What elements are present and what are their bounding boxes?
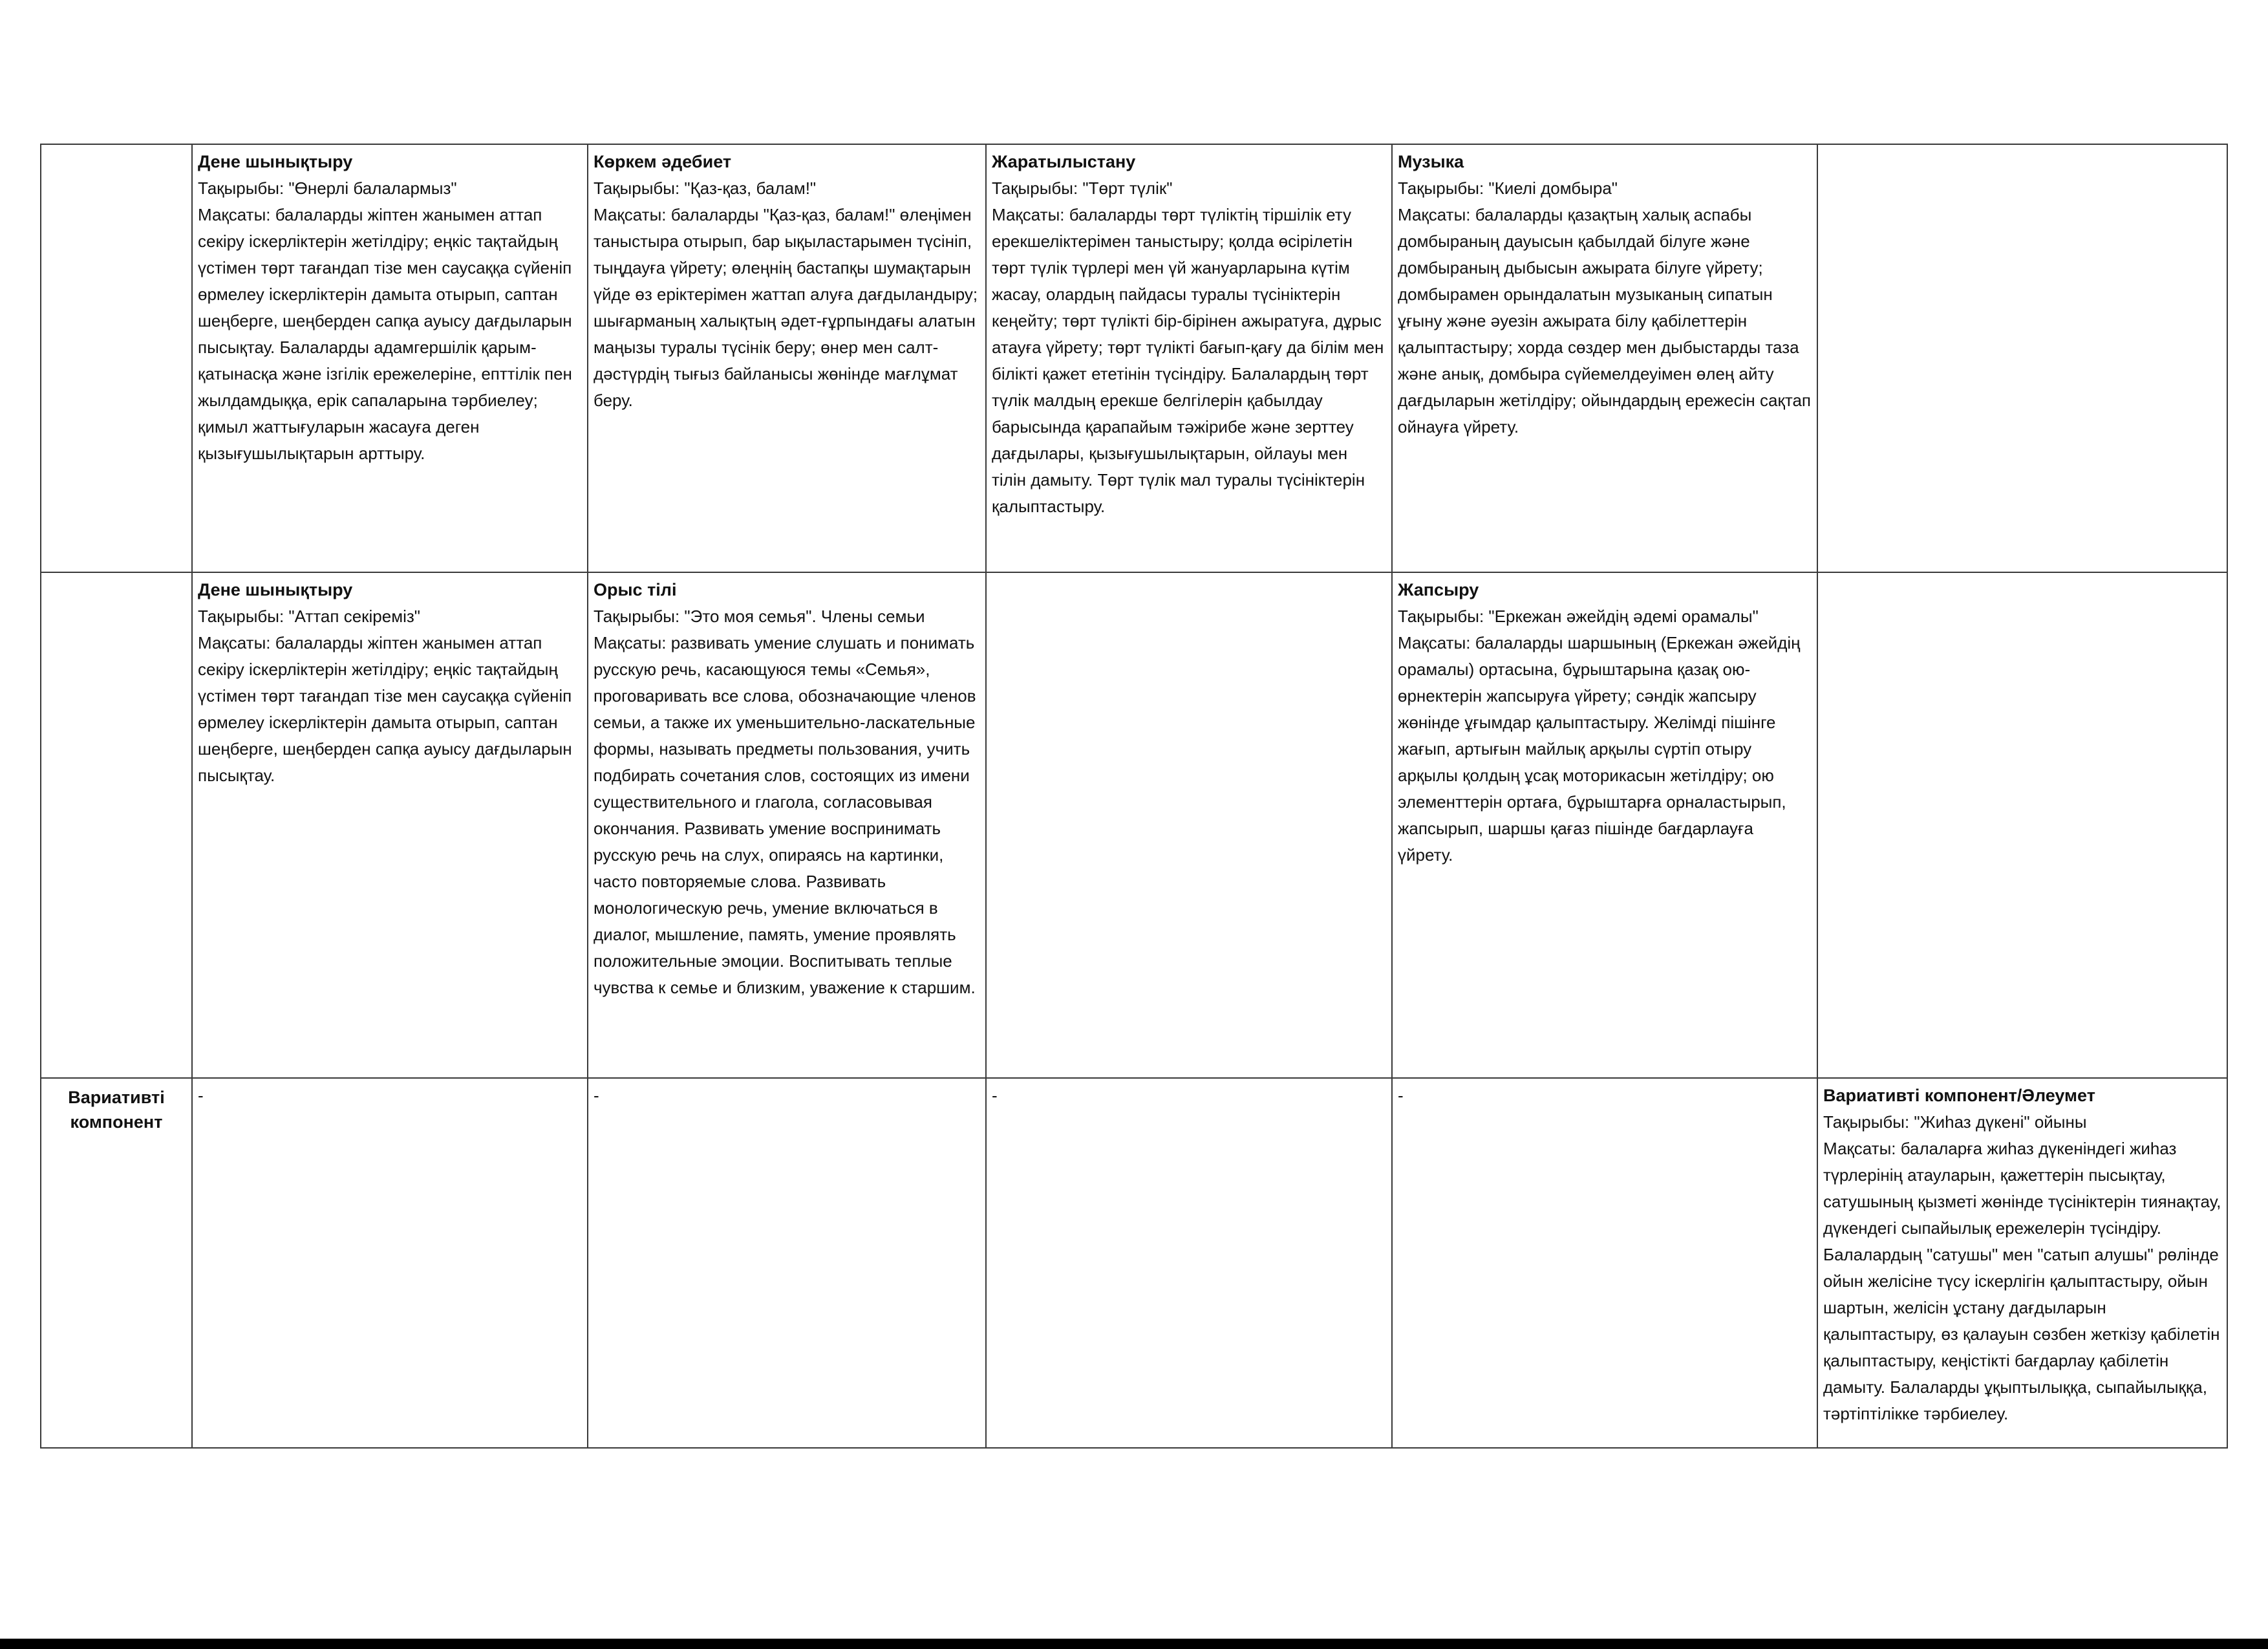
lesson-cell bbox=[192, 572, 588, 1078]
lesson-objective: - bbox=[198, 1086, 204, 1105]
lesson-topic: Тақырыбы: "Киелі домбыра" bbox=[1398, 178, 1618, 198]
lesson-topic: Тақырыбы: "Өнерлі балалармыз" bbox=[198, 178, 457, 198]
lesson-cell bbox=[1392, 1078, 1817, 1448]
row-label: Вариативті компонент bbox=[68, 1088, 165, 1132]
row-label-cell bbox=[41, 572, 192, 1078]
lesson-objective: Мақсаты: балаларды төрт түліктің тіршілік ету ерекшеліктерімен таныстыру; қолда өсірілетін төрт түлік түрлері мен үй жануарларына күтім жасау, олардың пайдасы туралы түсініктерін кеңейту; төрт түлікті бір-бірінен ажыратуға, дұрыс атауға үйрету; төрт түлікті бағып-қағу да білім мен білікті қажет ететінін түсіндіру. Балалардың төрт түлік малдың ерекше белгілерін қабылдау барысында қарапайым тәжірибе және зерттеу дағдылары, қызығушылықтарын, ойлауы мен тілін дамыту. Төрт түлік мал туралы түсініктерін қалыптастыру. bbox=[992, 205, 1384, 516]
lesson-title: Орыс тілі bbox=[594, 580, 677, 599]
lesson-objective: - bbox=[992, 1086, 998, 1105]
lesson-cell bbox=[192, 144, 588, 572]
lesson-objective: Мақсаты: развивать умение слушать и понимать русскую речь, касающуюся темы «Семья», проговаривать все слова, обозначающие членов семьи, а также их уменьшительно-ласкательные формы, называть предметы пользования, учить подбирать сочетания слов, состоящих из имени существительного и глагола, согласовывая окончания. Развивать умение воспринимать русскую речь на слух, опираясь на картинки, часто повторяемые слова. Развивать монологическую речь, умение включаться в диалог, мышление, память, умение проявлять положительные эмоции. Воспитывать теплые чувства к семье и близким, уважение к старшим. bbox=[594, 633, 976, 997]
lesson-objective: - bbox=[594, 1086, 599, 1105]
scan-bottom-edge bbox=[0, 1639, 2268, 1649]
lesson-title: Музыка bbox=[1398, 152, 1464, 171]
lesson-cell bbox=[588, 572, 986, 1078]
lesson-objective: Мақсаты: балаларды жіптен жанымен аттап секіру іскерліктерін жетілдіру; еңкіс тақтайдың үстімен төрт тағандап тізе мен саусаққа сүйеніп өрмелеу іскерліктерін дамыта отырып, саптан шеңберге, шеңберден сапқа ауысу дағдыларын пысықтау. Балаларды адамгершілік қарым-қатынасқа және ізгілік ережелеріне, епттілік пен жылдамдыққа, ерік сапаларына тәрбиелеу; қимыл жаттығуларын жасауға деген қызығушылықтарын арттыру. bbox=[198, 205, 572, 463]
lesson-title: Дене шынықтыру bbox=[198, 580, 353, 599]
lesson-objective: Мақсаты: балаларды жіптен жанымен аттап секіру іскерліктерін жетілдіру; еңкіс тақтайдың үстімен төрт тағандап тізе мен саусаққа сүйеніп өрмелеу іскерліктерін дамыта отырып, саптан шеңберге, шеңберден сапқа ауысу дағдыларын пысықтау. bbox=[198, 633, 572, 785]
lesson-title: Дене шынықтыру bbox=[198, 152, 353, 171]
lesson-topic: Тақырыбы: "Төрт түлік" bbox=[992, 178, 1173, 198]
lesson-cell bbox=[192, 1078, 588, 1448]
lesson-objective: Мақсаты: балаларды қазақтың халық аспабы домбыраның дауысын қабылдай білуге және домбыраның дыбысын ажырата білуге үйрету; домбырамен орындалатын музыканың сипатын ұғыну және әуезін ажырата білу қабілеттерін қалыптастыру; хорда сөздер мен дыбыстарды таза және анық, домбыра сүйемелдеуімен өлең айту дағдыларын жетілдіру; ойындардың ережесін сақтап ойнауға үйрету. bbox=[1398, 205, 1811, 436]
lesson-cell bbox=[1817, 1078, 2227, 1448]
lesson-cell bbox=[1392, 144, 1817, 572]
lesson-cell bbox=[986, 572, 1392, 1078]
lesson-cell bbox=[588, 144, 986, 572]
lesson-objective: - bbox=[1398, 1086, 1404, 1105]
table-row bbox=[41, 572, 2227, 1078]
table-row bbox=[41, 1078, 2227, 1448]
lesson-plan-table bbox=[40, 144, 2228, 1449]
lesson-objective: Мақсаты: балаларға жиһаз дүкеніндегі жиһаз түрлерінің атауларын, қажеттерін пысықтау, сатушының қызметі жөнінде түсініктерін тиянақтау, дүкендегі сыпайылық ережелерін түсіндіру. Балалардың "сатушы" мен "сатып алушы" рөлінде ойын желісіне түсу іскерлігін қалыптастыру, ойын шартын, желісін ұстану дағдыларын қалыптастыру, өз қалауын сөзбен жеткізу қабілетін қалыптастыру, кеңістікті бағдарлау қабілетін дамыту. Балаларды ұқыптылыққа, сыпайылыққа, тәртіптілікке тәрбиелеу. bbox=[1823, 1139, 2221, 1423]
lesson-topic: Тақырыбы: "Аттап секіреміз" bbox=[198, 607, 421, 626]
lesson-cell bbox=[986, 1078, 1392, 1448]
lesson-objective: Мақсаты: балаларды "Қаз-қаз, балам!" өлеңімен таныстыра отырып, бар ықыластарымен түсініп, тыңдауға үйрету; өлеңнің бастапқы шумақтарын үйде өз еріктерімен жаттап алуға дағдыландыру; шығарманың халықтың әдет-ғұрпындағы алатын маңызы туралы түсінік беру; өнер мен салт-дәстүрдің тығыз байланысы жөнінде мағлұмат беру. bbox=[594, 205, 978, 410]
row-label bbox=[47, 149, 186, 151]
lesson-cell bbox=[1817, 572, 2227, 1078]
lesson-objective: Мақсаты: балаларды шаршының (Еркежан әжейдің орамалы) ортасына, бұрыштарына қазақ ою-өрнектерін жапсыруға үйрету; сәндік жапсыру жөнінде ұғымдар қалыптастыру. Желімді пішінге жағып, артығын майлық арқылы сүртіп отыру арқылы қолдың ұсақ моторикасын жетілдіру; ою элементтерін ортаға, бұрыштарға орналастырып, жапсырып, шаршы қағаз пішінде бағдарлауға үйрету. bbox=[1398, 633, 1801, 865]
lesson-topic: Тақырыбы: "Қаз-қаз, балам!" bbox=[594, 178, 817, 198]
lesson-topic: Тақырыбы: "Еркежан әжейдің әдемі орамалы" bbox=[1398, 607, 1759, 626]
lesson-cell bbox=[1392, 572, 1817, 1078]
lesson-cell bbox=[1817, 144, 2227, 572]
lesson-topic: Тақырыбы: "Это моя семья". Члены семьи bbox=[594, 607, 925, 626]
row-label-cell bbox=[41, 144, 192, 572]
lesson-title: Вариативті компонент/Әлеумет bbox=[1823, 1086, 2095, 1105]
row-label-cell bbox=[41, 1078, 192, 1448]
row-label bbox=[47, 577, 186, 579]
lesson-topic: Тақырыбы: "Жиһаз дүкені" ойыны bbox=[1823, 1112, 2087, 1132]
lesson-title: Көркем әдебиет bbox=[594, 152, 732, 171]
lesson-title: Жапсыру bbox=[1398, 580, 1479, 599]
lesson-title: Жаратылыстану bbox=[992, 152, 1136, 171]
lesson-cell bbox=[986, 144, 1392, 572]
table-row bbox=[41, 144, 2227, 572]
lesson-cell bbox=[588, 1078, 986, 1448]
